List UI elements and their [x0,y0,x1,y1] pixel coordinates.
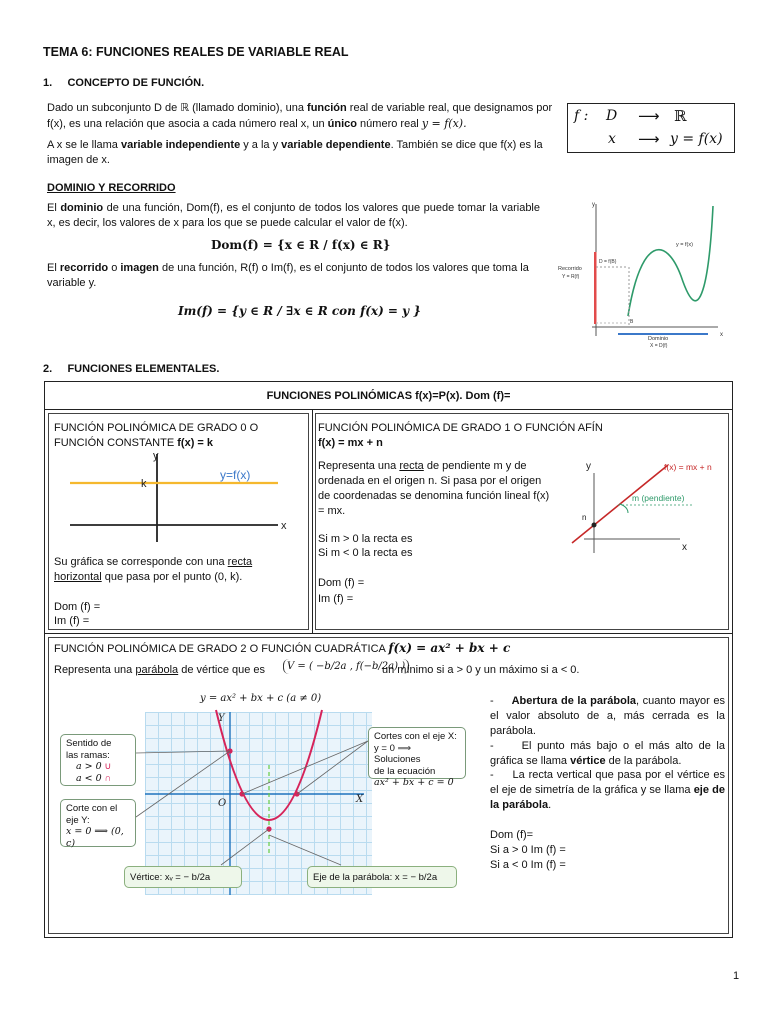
grade0-title [54,421,258,451]
grade1-positive-slope: Si m > 0 la recta es [318,533,413,545]
text: Corte con el [66,803,118,814]
range-formula: Im(f) = {y ∈ R / ∃x ∈ R con f(x) = y } [178,304,422,318]
g1-label-n: n [582,513,587,522]
callout-axis: Eje de la parábola: x = − b/2a [307,866,457,888]
vertex-formula: V = ( −b/2a , f(−b/2a) ) [283,659,409,674]
text-bold: eje de la parábola [490,784,726,811]
text: y a la y [240,139,282,151]
parabola-label-x: X [356,794,364,805]
text-bold: dominio [60,202,104,214]
grade0-range: Im (f) = [54,615,90,627]
text: FUNCIÓN POLINÓMICA DE GRADO 2 O FUNCIÓN CUADRÁTICA [54,643,389,655]
text: Representa una [318,460,400,472]
text: A x se le llama [47,139,121,151]
bullet-vertex [490,739,729,769]
section-1-heading: 1. CONCEPTO DE FUNCIÓN. [43,77,205,89]
text: Represent [54,664,105,676]
text: a > 0 [76,761,102,772]
parabola-label-y: Y [218,713,225,724]
callout-pointer [242,741,368,794]
text: de una función, R(f) o Im(f), es el conjunto de todos los valores que toma la variable y. [47,262,529,289]
text: y = 0 ⟹ Soluciones [374,742,421,765]
text: FUNCIÓN POLINÓMICA DE GRADO 0 O [54,422,259,434]
text: . [548,799,552,811]
grade1-negative-slope: Si m < 0 la recta es [318,547,413,559]
function-mapping-box [567,103,735,153]
math-quadratic: f(x) = ax² + bx + c [388,641,511,655]
domain-range-heading: DOMINIO Y RECORRIDO [47,182,176,194]
text: de una función, Dom(f), es el conjunto de todos los valores que puede tomar la variable x, es decir, los valores de x para los que se puede calcular el valor de f(x). [47,202,540,229]
text: , cuanto mayor es el valor absoluto de a, más cerrada es la parábola. [490,695,725,737]
mapping-y-fx: y = f(x) [670,131,723,147]
text: que pasa por el punto (0, k). [101,571,243,583]
callout-pointer [297,741,368,794]
linear-function-figure [562,455,727,560]
text: de pendiente m y de ordenada en el origen n. Si pasa por el origen de coordenadas se denomina función lineal f(x) = mx. [318,460,550,517]
grade2-min-max: un mínimo si a > 0 y un máximo si a < 0. [382,664,580,676]
math-y-fx: y = f(x). [421,117,467,130]
fig-label-recorrido-2: Y = R(f) [562,274,580,280]
table-divider [44,409,733,410]
callout-pointer [269,835,341,865]
callout-pointer [136,751,230,817]
grade2-domain: Dom (f)= [490,829,534,841]
table-header: FUNCIONES POLINÓMICAS f(x)=P(x). Dom (f)= [266,390,511,402]
text: Dado un subconjunto D de ℝ (llamado dominio), una [47,102,308,114]
fig-label-d: D = f(B) [599,259,617,265]
mapping-x: x [608,131,616,147]
mapping-arrow: ⟶ [638,130,660,148]
section-2-heading: 2. FUNCIONES ELEMENTALES. [43,363,220,375]
up-branch-icon: ∪ [104,761,112,772]
page-title: TEMA 6: FUNCIONES REALES DE VARIABLE REAL [43,45,349,59]
parabola-fig-title: y = ax² + bx + c (a ≠ 0) [200,693,322,704]
text-bold: recorrido [59,262,109,274]
text: . También se dice que f(x) es la imagen de x. [47,139,543,166]
text-bold: variable dependiente [281,139,391,151]
grade1-title [318,421,603,451]
g1-intercept-point [592,523,597,528]
callout-x-intercepts [368,727,466,788]
function-curve [628,206,713,316]
text-bold: variable independiente [120,139,241,151]
mapping-f: f : [574,108,589,124]
g0-label-x: x [281,520,287,532]
text-bold: f(x) = k [177,437,214,449]
fig-label-fy: y = f(x) [676,242,693,248]
callout-pointer [221,829,269,865]
text-bold: vértice [570,755,606,767]
definition-paragraph [47,101,561,132]
text-bold: imagen [120,262,159,274]
text-bold: único [327,118,357,130]
text-underlined: recta [399,460,424,472]
text: ax² + bx + c = 0 [374,777,454,788]
variables-paragraph [47,138,561,168]
domain-formula: Dom(f) = {x ∈ R / f(x) ∈ R} [211,238,391,252]
grade1-domain: Dom (f) = [318,577,365,589]
g1-label-fx: f(x) = mx + n [664,462,712,472]
page-number: 1 [733,970,740,982]
down-branch-icon: ∩ [104,772,112,784]
table-divider [44,633,733,634]
grade0-domain: Dom (f) = [54,601,101,613]
parabola-label-o: O [218,798,227,809]
text: Su gráfica se corresponde con una [54,556,228,568]
text: x = 0 ⟹ (0, c) [66,826,124,849]
text: a < 0 [76,772,102,784]
fig-label-x: x [720,332,723,338]
text-bold: función [307,102,347,114]
text: las ramas: [66,749,110,761]
table-divider [312,409,313,633]
fig-label-dominio: Dominio [648,336,669,342]
text: El [47,202,61,214]
text: de vértice que es [178,664,266,676]
text: de la parábola. [605,755,682,767]
text: de la ecuación [374,765,436,777]
text-underlined: parábola [135,664,179,676]
fig-label-recorrido: Recorrido [558,266,582,272]
grade1-range: Im (f) = [318,593,354,605]
domain-paragraph [47,201,540,231]
grade2-range-positive: Si a > 0 Im (f) = [490,844,566,856]
text: Cortes con el eje X: [374,731,457,742]
g1-label-x: x [682,542,687,553]
grade2-title [54,641,510,657]
text: eje Y: [66,814,90,826]
text: FUNCIÓN POLINÓMICA DE GRADO 1 O FUNCIÓN AFÍN [318,422,603,434]
callout-vertex: Vértice: xᵥ = − b/2a [124,866,242,888]
callout-branches [60,734,136,786]
constant-function-figure [60,448,300,544]
g1-label-y: y [586,461,591,472]
callout-pointer [136,751,230,753]
bullet-opening [490,694,725,739]
fig-label-dominio-2: X = D(f) [650,343,668,349]
g0-label-fx: y=f(x) [220,468,251,482]
text-bold: Abertura de la parábola [511,695,636,707]
text: El [47,262,60,274]
mapping-d: D [606,108,618,124]
grade0-description [54,555,284,585]
text: número real [357,118,422,130]
callout-y-intercept [60,799,136,847]
text: o [108,262,121,274]
text-underlined: recta horizontal [54,556,253,583]
grade1-description [318,459,550,519]
text: real de variable real, que designamos por f(x), es una relación que asocia a cada número real x, un [47,102,553,130]
text: Sentido de [66,738,112,749]
fig-label-b: B [630,319,634,325]
text: - La recta vertical que pasa por el vértice es el eje de simetría de la gráfica y se llama [490,769,729,796]
text: - El punto más bajo o el más alto de la gráfica se llama [490,740,729,767]
range-paragraph [47,261,544,291]
range-bar [594,252,597,324]
bullet-axis [490,768,729,813]
text: a una [104,664,136,676]
text: FUNCIÓN CONSTANTE [54,437,178,449]
g0-label-k: k [141,478,147,490]
g0-label-y: y [153,450,159,462]
fig-label-y: y [592,202,595,208]
grade2-range-negative: Si a < 0 Im (f) = [490,859,566,871]
text: - [490,695,512,707]
domain-range-figure [556,196,728,350]
grade2-vertex-line [54,663,265,678]
text-bold: f(x) = mx + n [318,437,383,449]
mapping-arrow: ⟶ [638,107,660,125]
g1-label-m: m (pendiente) [632,493,685,503]
mapping-r: ℝ [674,107,687,125]
